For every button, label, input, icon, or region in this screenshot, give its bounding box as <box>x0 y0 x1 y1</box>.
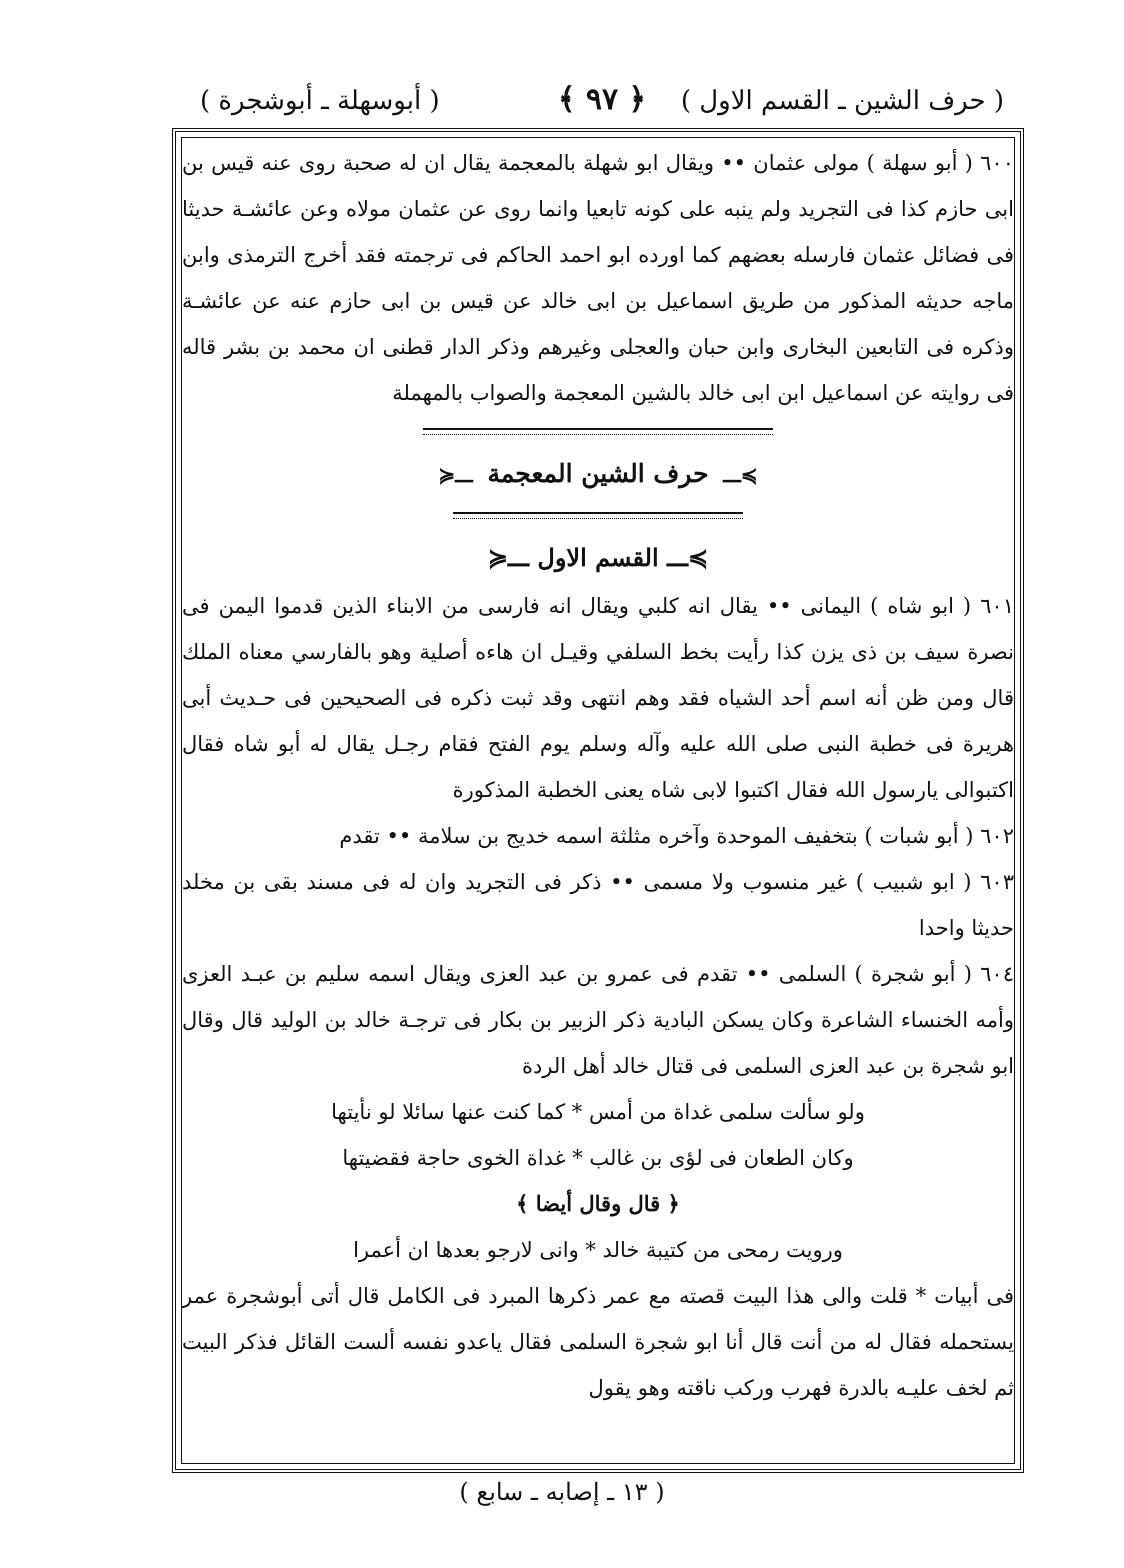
entry-601: ٦٠١ ( ابو شاه ) اليمانى •• يقال انه كلبي ويقال انه فارسى من الابناء الذين قدموا اليمن فى نصرة سيف بن ذى يزن كذا رأيت بخط السلفي وقيـل ان هاءه أصلية وهو بالفارسي معناه الملك قال ومن ظن أنه اسم أحد الشياه فقد وهم انتهى وقد ثبت ذكره فى الصحيحين فى حـديث أبى هريرة فى خطبة النبى صلى الله عليه وآله وسلم يوم الفتح فقام رجـل يقال له أبو شاه فقال اكتبوالى يارسول الله فقال اكتبوا لابى شاه يعنى الخطبة المذكورة <box>182 594 1014 802</box>
entry-600: ٦٠٠ ( أبو سهلة ) مولى عثمان •• ويقال ابو شهلة بالمعجمة يقال ان له صحبة روى عنه قيس بن ابى حازم كذا فى التجريد ولم ينبه على كونه تابعيا وانما روى عن عثمان مولاه وعن عائشـة حديثا فى فضائل عثمان فارسله بعضهم كما اورده ابو احمد الحاكم فى ترجمته فقد أخرج الترمذى وابن ماجه حديثه المذكور من طريق اسماعيل بن ابى خالد عن قيس بن ابى حازم عنه عن عائشـة وذكره فى التابعين البخارى وابن حبان والعجلى وغيرهم وذكر الدار قطنى ان محمد بن بشر قاله فى روايته عن اسماعيل ابن ابى خالد بالشين المعجمة والصواب بالمهملة <box>182 151 1014 405</box>
running-head-right: ( حرف الشين ـ القسم الاول ) <box>680 86 1004 116</box>
verse-note: ﴿ قال وقال أيضا ﴾ <box>516 1191 680 1216</box>
ornament-icon: ≽ـــ <box>723 463 758 487</box>
section-title: حرف الشين المعجمة <box>487 459 709 488</box>
ornament-icon: ≽ـــ <box>666 543 709 572</box>
page-footer: ( ١٣ ـ إصابه ـ سابع ) <box>459 1478 665 1506</box>
verse-line: ولو سألت سلمى غداة من أمس * كما كنت عنها سائلا لو نأيتها <box>331 1100 865 1124</box>
subsection-title: القسم الاول <box>537 543 659 572</box>
ornament-icon: ـــ≼ <box>487 543 530 572</box>
page-content <box>182 140 1014 1411</box>
entry-603: ٦٠٣ ( ابو شبيب ) غير منسوب ولا مسمى •• ذكر فى التجريد وان له فى مسند بقى بن مخلد حديثا واحدا <box>182 870 1014 940</box>
verse-line: ورويت رمحى من كتيبة خالد * وانى لارجو بعدها ان أعمرا <box>353 1238 843 1262</box>
page-header <box>200 82 1004 126</box>
closing-paragraph: فى أبيات * قلت والى هذا البيت قصته مع عمر ذكرها المبرد فى الكامل قال أتى أبوشجرة عمر يستحمله فقال له من أنت قال أنا ابو شجرة السلمى فقال ياعدو نفسه ألست القائل فذكر البيت ثم لخف عليـه بالدرة فهرب وركب ناقته وهو يقول <box>182 1284 1014 1400</box>
entry-604: ٦٠٤ ( أبو شجرة ) السلمى •• تقدم فى عمرو بن عبد العزى ويقال اسمه سليم بن عبـد العزى وأمه الخنساء الشاعرة وكان يسكن البادية ذكر الزبير بن بكار فى ترجـة خالد بن الوليد قال وقال ابو شجرة بن عبد العزى السلمى فى قتال خالد أهل الردة <box>182 962 1014 1078</box>
section-heading <box>182 449 1014 500</box>
subsection-heading <box>182 533 1014 583</box>
ornament-icon: ـــ≼ <box>438 463 473 487</box>
verse-line: وكان الطعان فى لؤى بن غالب * غداة الخوى حاجة فقضيتها <box>342 1146 854 1170</box>
ornamental-divider <box>423 428 773 435</box>
page-number: ﴿ ٩٧ ﴾ <box>557 82 647 117</box>
ornamental-divider <box>453 512 743 519</box>
entry-602: ٦٠٢ ( أبو شبات ) بتخفيف الموحدة وآخره مثلثة اسمه خديج بن سلامة •• تقدم <box>339 824 1014 848</box>
running-head-left: ( أبوسهلة ـ أبوشجرة ) <box>200 86 440 116</box>
